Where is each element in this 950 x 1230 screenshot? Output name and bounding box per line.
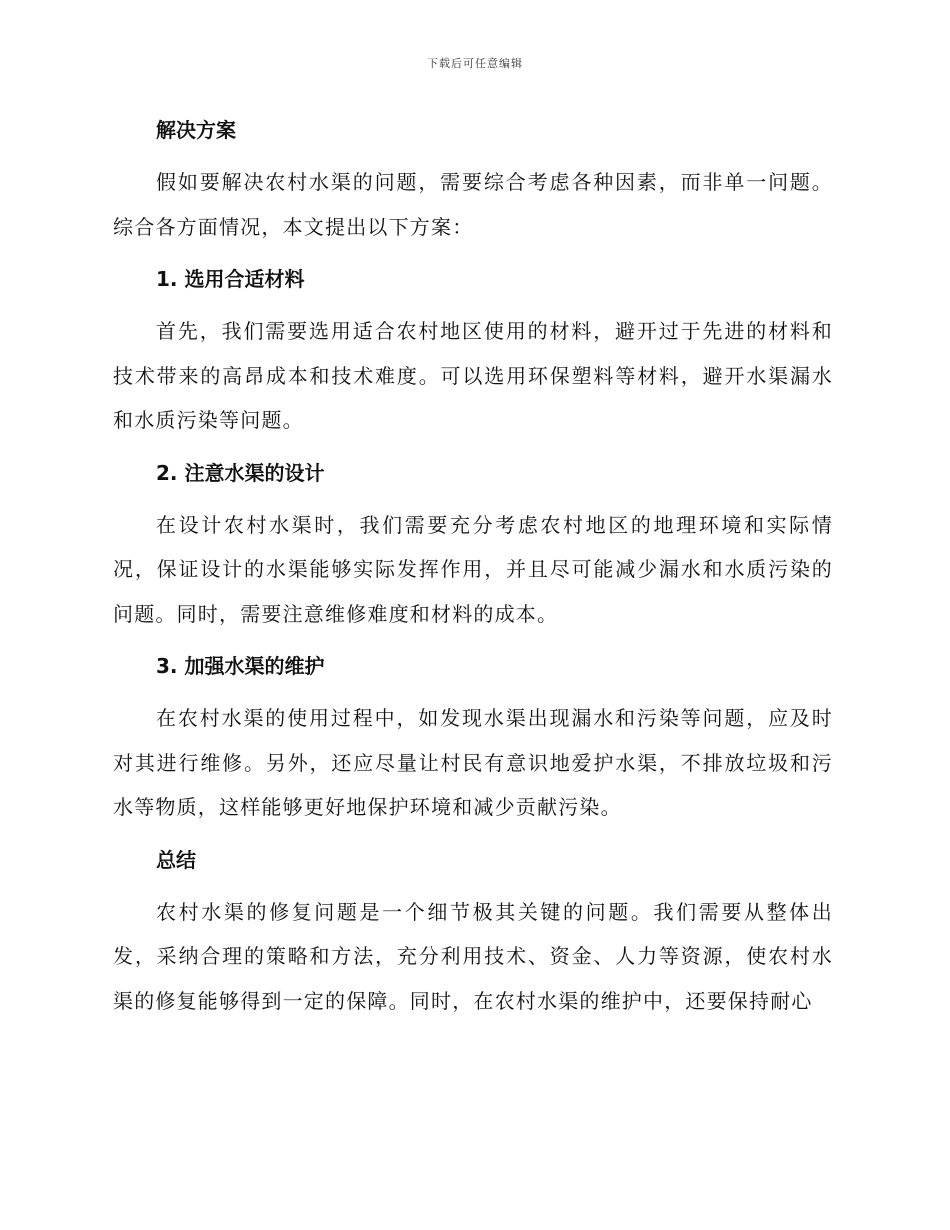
paragraph-maintenance: 在农村水渠的使用过程中，如发现水渠出现漏水和污染等问题，应及时对其进行维修。另外，还应尽量让村民有意识地爱护水渠，不排放垃圾和污水等物质，这样能够更好地保护环境和减少贡献污染。 <box>113 706 833 819</box>
section-heading-solution: 解决方案 <box>156 118 236 142</box>
section-heading-summary: 总结 <box>156 847 196 872</box>
document-body <box>113 113 833 1036</box>
paragraph-summary: 农村水渠的修复问题是一个细节极其关键的问题。我们需要从整体出发，采纳合理的策略和方法，充分利用技术、资金、人力等资源，使农村水渠的修复能够得到一定的保障。同时，在农村水渠的维护中，还要保持耐心 <box>113 899 833 1013</box>
section-heading-design: 2. 注意水渠的设计 <box>156 460 325 485</box>
page-header: 下载后可任意编辑 <box>427 57 523 70</box>
paragraph-solution-intro: 假如要解决农村水渠的问题，需要综合考虑各种因素，而非单一问题。综合各方面情况，本文提出以下方案： <box>113 170 833 239</box>
section-heading-maintenance: 3. 加强水渠的维护 <box>156 654 325 678</box>
paragraph-design: 在设计农村水渠时，我们需要充分考虑农村地区的地理环境和实际情况，保证设计的水渠能够实际发挥作用，并且尽可能减少漏水和水质污染的问题。同时，需要注意维修难度和材料的成本。 <box>113 512 833 626</box>
paragraph-materials: 首先，我们需要选用适合农村地区使用的材料，避开过于先进的材料和技术带来的高昂成本和技术难度。可以选用环保塑料等材料，避开水渠漏水和水质污染等问题。 <box>113 319 833 432</box>
section-heading-materials: 1. 选用合适材料 <box>156 267 305 291</box>
